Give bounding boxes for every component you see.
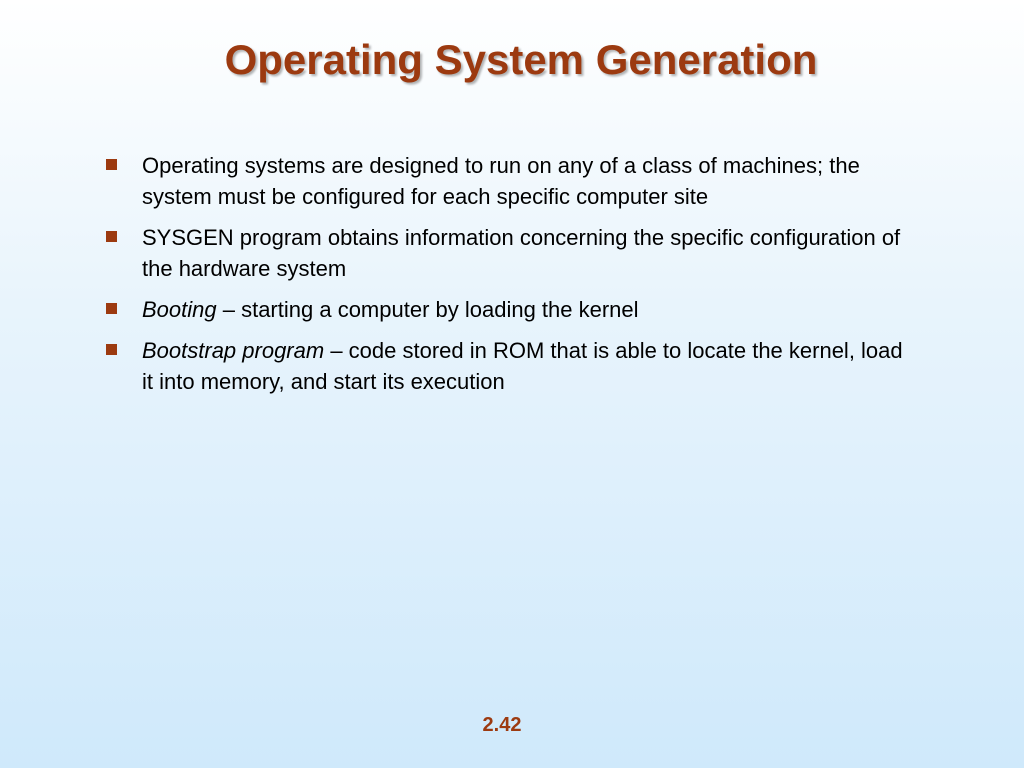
slide-title: Operating System Generation [224, 36, 818, 83]
square-bullet-icon [106, 303, 117, 314]
square-bullet-icon [106, 159, 117, 170]
bullet-term: Bootstrap program [142, 338, 325, 363]
square-bullet-icon [106, 231, 117, 242]
bullet-list [104, 150, 904, 407]
bullet-text: Operating systems are designed to run on any of a class of machines; the system must be configured for each specific computer site [142, 153, 860, 209]
bullet-item [104, 222, 904, 284]
bullet-item [104, 335, 904, 397]
page-number: 2.42 [482, 714, 522, 736]
square-bullet-icon [106, 344, 117, 355]
bullet-term: Booting [142, 297, 217, 322]
bullet-item [104, 294, 904, 325]
bullet-text: SYSGEN program obtains information concerning the specific configuration of the hardware system [142, 225, 901, 281]
bullet-text: – code stored in ROM that is able to locate the kernel, load it into memory, and start its execution [142, 338, 903, 394]
bullet-item [104, 150, 904, 212]
bullet-text: – starting a computer by loading the kernel [216, 297, 639, 322]
